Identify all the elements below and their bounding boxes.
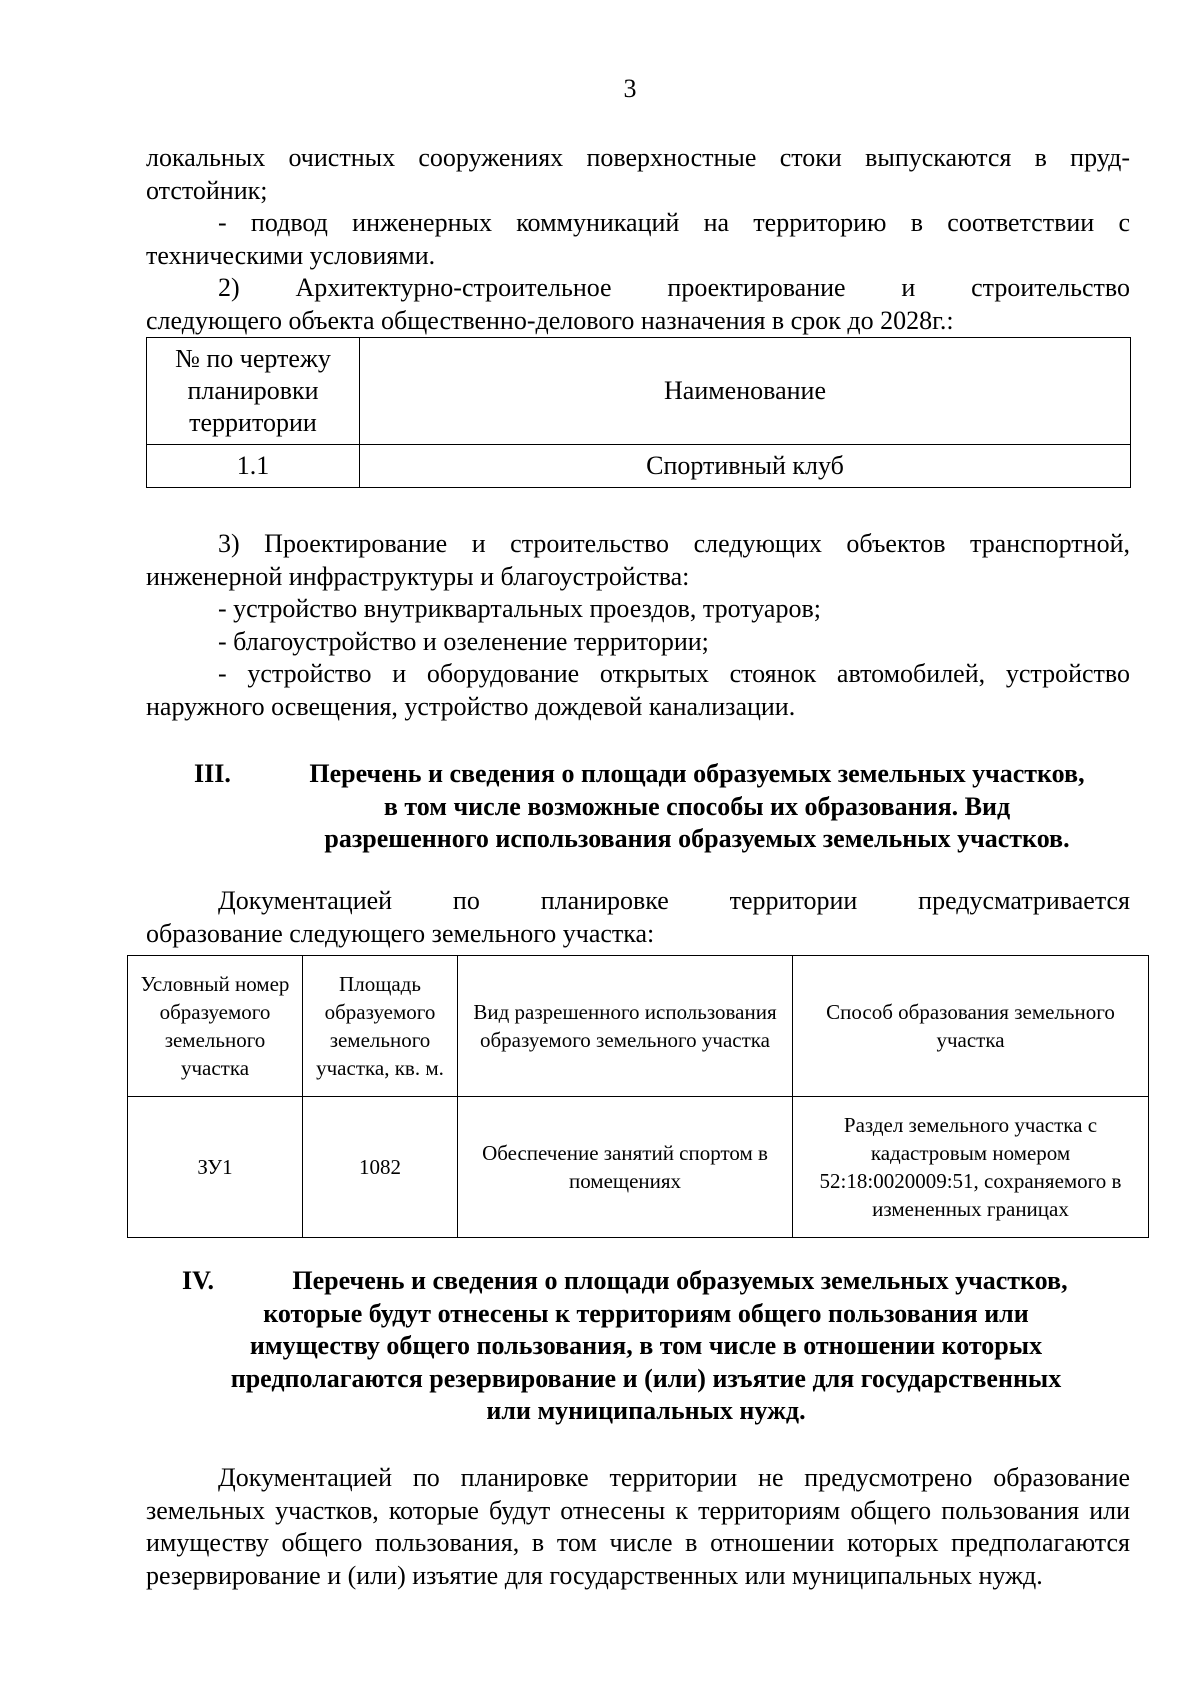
cell-usage: Обеспечение занятий спортом в помещениях [458,1097,793,1238]
heading-line: предполагаются резервирование и (или) изъятие для государственных [230,1363,1062,1393]
page-number: 3 [623,74,637,103]
item2-line-2: следующего объекта общественно-делового назначения в срок до 2028г.: [146,305,954,335]
heading-line: или муниципальных нужд. [486,1396,806,1425]
header-cell-method: Способ образования земельного участка [793,956,1149,1097]
table-row [128,1097,1149,1238]
cell-name: Спортивный клуб [360,445,1131,488]
section-numeral-3: III. [194,759,231,788]
list-intro: 3) Проектирование и строительство следующих объектов транспортной, инженерной инфраструктуры и благоустройства: [146,529,1130,591]
heading-line: которые будут отнесены к территориям общего пользования или [263,1298,1029,1328]
final-paragraph [146,1462,1130,1592]
header-cell-number: № по чертежу планировки территории [147,338,360,445]
intro-line-1: локальных очистных сооружениях поверхностные стоки выпускаются в пруд- [146,143,1130,172]
list-item: - устройство и оборудование открытых стоянок автомобилей, устройство наружного освещения, устройство дождевой канализации. [146,659,1130,721]
cell-method: Раздел земельного участка с кадастровым номером 52:18:0020009:51, сохраняемого в измененных границах [793,1097,1149,1238]
header-cell-area: Площадь образуемого земельного участка, кв. м. [303,956,458,1097]
doc-line-1: Документацией по планировке территории предусматривается [218,886,1130,915]
doc-line-2: образование следующего земельного участка: [146,918,655,948]
heading-line: в том числе возможные способы их образования. Вид [383,791,1011,821]
connect-item: - подвод инженерных коммуникаций на территорию в соответствии с техническими условиями. [146,208,1130,270]
item2-line-1: 2) Архитектурно-строительное проектирование и строительство [218,273,1130,302]
final-paragraph-text: Документацией по планировке территории не предусмотрено образование земельных участков, которые будут отнесены к территориям общего пользования или имуществу общего пользования, в том числе в отношении которых предполагаются резервирование и (или) изъятие для государственных или муниципальных нужд. [146,1463,1130,1590]
cell-plot-number: ЗУ1 [128,1097,303,1238]
land-plots-table [127,955,1149,1238]
infrastructure-list [146,528,1130,723]
cell-number: 1.1 [147,445,360,488]
objects-table [146,337,1131,488]
header-cell-usage: Вид разрешенного использования образуемого земельного участка [458,956,793,1097]
table-row [147,445,1131,488]
heading-line: Перечень и сведения о площади образуемых земельных участков, [309,759,1085,788]
table-header-row [147,338,1131,445]
intro-line-2: отстойник; [146,175,268,205]
cell-area: 1082 [303,1097,458,1238]
table-header-row [128,956,1149,1097]
list-item: - устройство внутриквартальных проездов, тротуаров; [218,594,821,623]
heading-line: имуществу общего пользования, в том числе в отношении которых [249,1331,1043,1360]
heading-line: Перечень и сведения о площади образуемых земельных участков, [292,1266,1068,1295]
intro-text [146,142,1130,337]
section-heading-3 [262,758,1132,856]
list-item: - благоустройство и озеленение территории; [218,626,709,656]
header-cell-plot-number: Условный номер образуемого земельного участка [128,956,303,1097]
section-numeral-4: IV. [182,1266,215,1295]
doc-paragraph [146,885,1130,950]
heading-line: разрешенного использования образуемых земельных участков. [324,824,1070,853]
header-cell-name: Наименование [360,338,1131,445]
section-heading-4 [180,1265,1112,1428]
